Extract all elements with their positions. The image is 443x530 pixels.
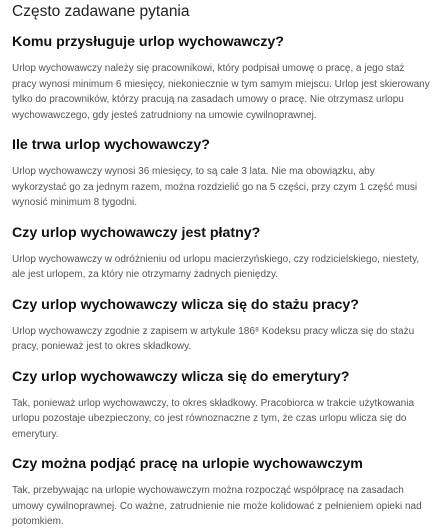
- faq-item-5: [12, 369, 431, 443]
- faq-question: Czy urlop wychowawczy wlicza się do stażu pracy?: [12, 296, 359, 313]
- faq-answer: Urlop wychowawczy w odróżnieniu od urlopu macierzyńskiego, czy rodzicielskiego, niestety, ale jest urlopem, za który nie otrzymamy żadnych pieniędzy.: [12, 253, 420, 280]
- faq-item-1: [12, 34, 431, 123]
- faq-item-6: [12, 456, 431, 530]
- faq-answer: Tak, przebywając na urlopie wychowawczym można rozpocząć współpracę na zasadach umowy cywilnoprawnej. Co ważne, zatrudnienie nie może kolidować z pełnieniem opieki nad potomkiem.: [12, 485, 422, 527]
- faq-question: Czy urlop wychowawczy jest płatny?: [12, 224, 261, 241]
- faq-item-3: [12, 225, 431, 283]
- faq-item-4: [12, 297, 431, 355]
- faq-answer: Urlop wychowawczy wynosi 36 miesięcy, to są całe 3 lata. Nie ma obowiązku, aby wykorzystać go za jednym razem, można rozdzielić go na 5 części, przy czym 1 część musi wynosić minimum 8 tygodni.: [12, 166, 418, 208]
- faq-answer: Urlop wychowawczy należy się pracownikowi, który podpisał umowę o pracę, a jego staż pracy wynosi minimum 6 miesięcy, niekoniecznie w tym samym miejscu. Urlop jest skierowany tylko do pracowników, którzy pracują na zasadach umowy o pracę. Nie otrzymasz urlopu wychowawczego, gdy jesteś zatrudniony na umowie cywilnoprawnej.: [12, 63, 430, 121]
- faq-question: Ile trwa urlop wychowawczy?: [12, 137, 210, 153]
- faq-question: Komu przysługuje urlop wychowawczy?: [12, 34, 284, 50]
- faq-question: Czy można podjąć pracę na urlopie wychowawczym: [12, 456, 363, 472]
- faq-item-2: [12, 137, 431, 211]
- page-title: Często zadawane pytania: [12, 3, 190, 20]
- faq-answer: Tak, ponieważ urlop wychowawczy, to okres składkowy. Pracobiorca w trakcie użytkowania urlopu pozostaje ubezpieczony, co jest równoznaczne z tym, że czas urlopu wlicza się do emerytury.: [12, 397, 415, 440]
- faq-question: Czy urlop wychowawczy wlicza się do emerytury?: [12, 368, 350, 385]
- faq-answer: Urlop wychowawczy zgodnie z zapisem w artykule 186⁸ Kodeksu pracy wlicza się do stażu pracy, ponieważ jest to okres składkowy.: [12, 325, 415, 352]
